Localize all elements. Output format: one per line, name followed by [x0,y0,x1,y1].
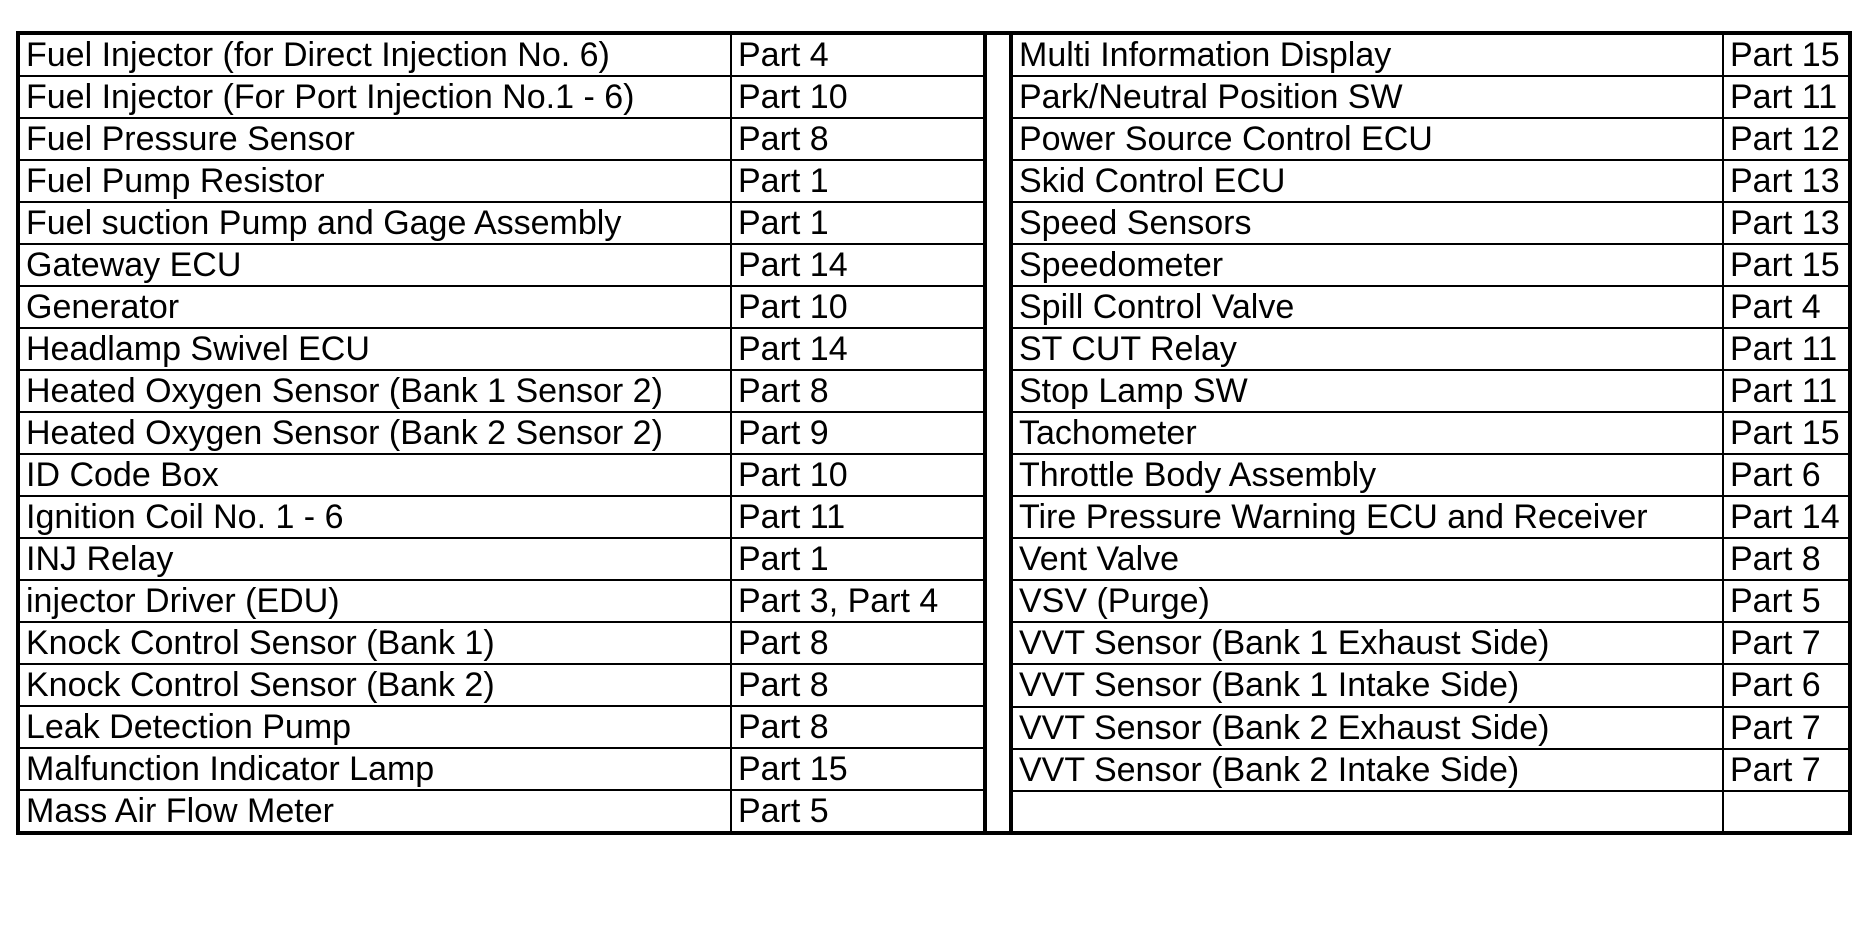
component-name-cell: Spill Control Valve [1013,286,1723,328]
part-reference-cell: Part 11 [1723,370,1848,412]
part-reference-cell: Part 8 [731,622,983,664]
table-row [1013,370,1848,412]
table-row [1013,580,1848,622]
table-row [20,664,983,706]
component-name-cell [1013,791,1723,831]
table-row [20,35,983,76]
table-row [1013,244,1848,286]
component-name-cell: Fuel Pressure Sensor [20,118,731,160]
part-reference-cell: Part 15 [1723,35,1848,76]
part-reference-cell: Part 11 [1723,328,1848,370]
table-row [20,370,983,412]
component-name-cell: VVT Sensor (Bank 1 Exhaust Side) [1013,622,1723,664]
table-row [1013,791,1848,831]
part-reference-cell: Part 7 [1723,707,1848,749]
component-name-cell: VVT Sensor (Bank 2 Intake Side) [1013,749,1723,791]
table-row [20,538,983,580]
table-row [20,580,983,622]
left-table-body [20,35,983,831]
part-reference-cell: Part 8 [1723,538,1848,580]
part-reference-cell: Part 11 [731,496,983,538]
right-table-body [1013,35,1848,831]
part-reference-cell: Part 14 [731,244,983,286]
part-reference-cell: Part 14 [1723,496,1848,538]
component-name-cell: ST CUT Relay [1013,328,1723,370]
component-name-cell: Speedometer [1013,244,1723,286]
part-reference-cell: Part 13 [1723,160,1848,202]
component-name-cell: Multi Information Display [1013,35,1723,76]
part-reference-cell: Part 6 [1723,664,1848,706]
component-name-cell: Power Source Control ECU [1013,118,1723,160]
part-reference-cell: Part 9 [731,412,983,454]
component-name-cell: Speed Sensors [1013,202,1723,244]
component-name-cell: Malfunction Indicator Lamp [20,748,731,790]
part-reference-cell: Part 15 [1723,412,1848,454]
component-name-cell: VSV (Purge) [1013,580,1723,622]
table-row [20,328,983,370]
table-row [1013,749,1848,791]
component-name-cell: Fuel suction Pump and Gage Assembly [20,202,731,244]
table-row [1013,454,1848,496]
part-reference-cell: Part 11 [1723,76,1848,118]
component-name-cell: Fuel Injector (for Direct Injection No. 6) [20,35,731,76]
table-row [20,286,983,328]
table-row [20,118,983,160]
table-row [1013,286,1848,328]
component-name-cell: VVT Sensor (Bank 2 Exhaust Side) [1013,707,1723,749]
part-reference-cell: Part 1 [731,160,983,202]
part-reference-cell: Part 6 [1723,454,1848,496]
table-row [1013,35,1848,76]
table-row [1013,538,1848,580]
part-reference-cell: Part 8 [731,664,983,706]
component-name-cell: Throttle Body Assembly [1013,454,1723,496]
component-name-cell: Tire Pressure Warning ECU and Receiver [1013,496,1723,538]
component-name-cell: Heated Oxygen Sensor (Bank 2 Sensor 2) [20,412,731,454]
component-index-table [16,31,1852,835]
part-reference-cell: Part 7 [1723,749,1848,791]
component-name-cell: ID Code Box [20,454,731,496]
part-reference-cell [1723,791,1848,831]
component-name-cell: VVT Sensor (Bank 1 Intake Side) [1013,664,1723,706]
table-row [1013,76,1848,118]
component-name-cell: Tachometer [1013,412,1723,454]
table-row [20,160,983,202]
component-name-cell: Skid Control ECU [1013,160,1723,202]
part-reference-cell: Part 7 [1723,622,1848,664]
part-reference-cell: Part 8 [731,370,983,412]
table-row [1013,496,1848,538]
part-reference-cell: Part 4 [731,35,983,76]
part-reference-cell: Part 14 [731,328,983,370]
component-name-cell: Fuel Injector (For Port Injection No.1 - 6) [20,76,731,118]
table-row [1013,664,1848,706]
table-row [1013,328,1848,370]
part-reference-cell: Part 1 [731,202,983,244]
part-reference-cell: Part 15 [731,748,983,790]
part-reference-cell: Part 4 [1723,286,1848,328]
table-row [1013,622,1848,664]
component-name-cell: Park/Neutral Position SW [1013,76,1723,118]
column-divider [983,35,1013,831]
part-reference-cell: Part 15 [1723,244,1848,286]
table-row [20,202,983,244]
table-row [20,790,983,831]
table-row [1013,160,1848,202]
component-name-cell: injector Driver (EDU) [20,580,731,622]
component-name-cell: Gateway ECU [20,244,731,286]
component-name-cell: Stop Lamp SW [1013,370,1723,412]
table-row [20,412,983,454]
table-row [1013,412,1848,454]
component-name-cell: Fuel Pump Resistor [20,160,731,202]
component-name-cell: Leak Detection Pump [20,706,731,748]
table-row [1013,118,1848,160]
component-name-cell: Headlamp Swivel ECU [20,328,731,370]
component-name-cell: INJ Relay [20,538,731,580]
component-name-cell: Vent Valve [1013,538,1723,580]
table-row [20,496,983,538]
table-row [20,76,983,118]
table-row [20,622,983,664]
part-reference-cell: Part 5 [731,790,983,831]
table-row [20,748,983,790]
table-row [20,244,983,286]
table-row [20,454,983,496]
left-index-table [20,35,983,831]
component-name-cell: Mass Air Flow Meter [20,790,731,831]
part-reference-cell: Part 8 [731,118,983,160]
part-reference-cell: Part 5 [1723,580,1848,622]
table-row [20,706,983,748]
table-row [1013,707,1848,749]
component-name-cell: Knock Control Sensor (Bank 2) [20,664,731,706]
part-reference-cell: Part 12 [1723,118,1848,160]
component-name-cell: Heated Oxygen Sensor (Bank 1 Sensor 2) [20,370,731,412]
component-name-cell: Ignition Coil No. 1 - 6 [20,496,731,538]
part-reference-cell: Part 8 [731,706,983,748]
table-row [1013,202,1848,244]
part-reference-cell: Part 10 [731,286,983,328]
part-reference-cell: Part 13 [1723,202,1848,244]
part-reference-cell: Part 10 [731,454,983,496]
part-reference-cell: Part 1 [731,538,983,580]
part-reference-cell: Part 3, Part 4 [731,580,983,622]
part-reference-cell: Part 10 [731,76,983,118]
component-name-cell: Knock Control Sensor (Bank 1) [20,622,731,664]
right-index-table [1013,35,1848,831]
component-name-cell: Generator [20,286,731,328]
